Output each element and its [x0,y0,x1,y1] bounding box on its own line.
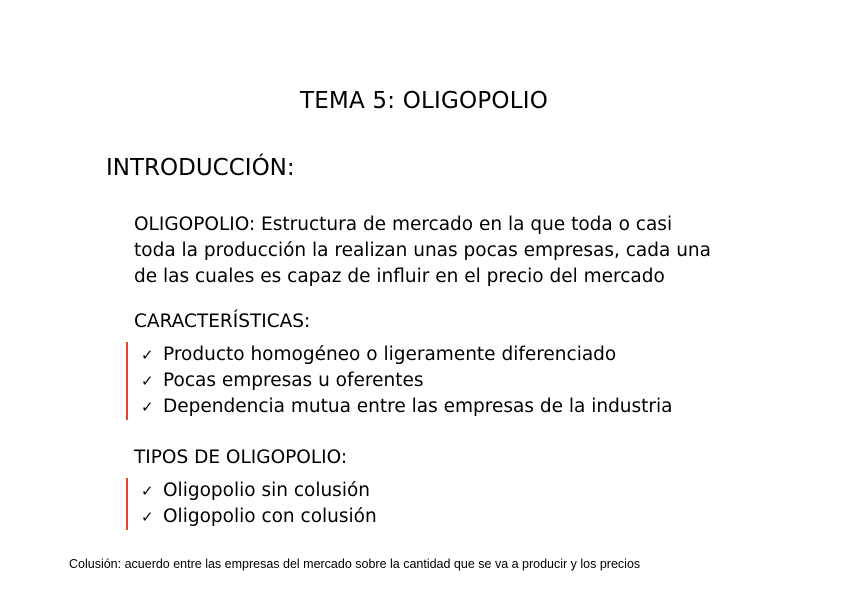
caracteristicas-heading: CARACTERÍSTICAS: [134,311,311,332]
check-icon: ✓ [141,372,154,390]
oligopolio-definition [134,212,734,290]
list-item [141,342,673,368]
list-item-text: Producto homogéneo o ligeramente diferenciado [163,344,617,365]
check-icon: ✓ [141,482,154,500]
list-item [141,504,377,530]
list-item-text: Dependencia mutua entre las empresas de la industria [163,396,673,417]
definition-line: de las cuales es capaz de influir en el precio del mercado [134,266,665,287]
list-item [141,478,377,504]
definition-line: OLIGOPOLIO: Estructura de mercado en la que toda o casi [134,214,673,235]
check-icon: ✓ [141,346,154,364]
list-item [141,394,673,420]
list-item-text: Pocas empresas u oferentes [163,370,424,391]
caracteristicas-list [126,342,673,420]
footnote-colusion: Colusión: acuerdo entre las empresas del mercado sobre la cantidad que se va a producir y los precios [69,557,641,571]
check-icon: ✓ [141,508,154,526]
definition-line: toda la producción la realizan unas pocas empresas, cada una [134,240,711,261]
list-item [141,368,673,394]
slide-title: TEMA 5: OLIGOPOLIO [299,88,549,114]
tipos-list [126,478,377,530]
list-item-text: Oligopolio sin colusión [163,480,371,501]
tipos-heading: TIPOS DE OLIGOPOLIO: [134,447,348,468]
section-heading-introduccion: INTRODUCCIÓN: [106,155,295,181]
check-icon: ✓ [141,398,154,416]
list-item-text: Oligopolio con colusión [163,506,377,527]
